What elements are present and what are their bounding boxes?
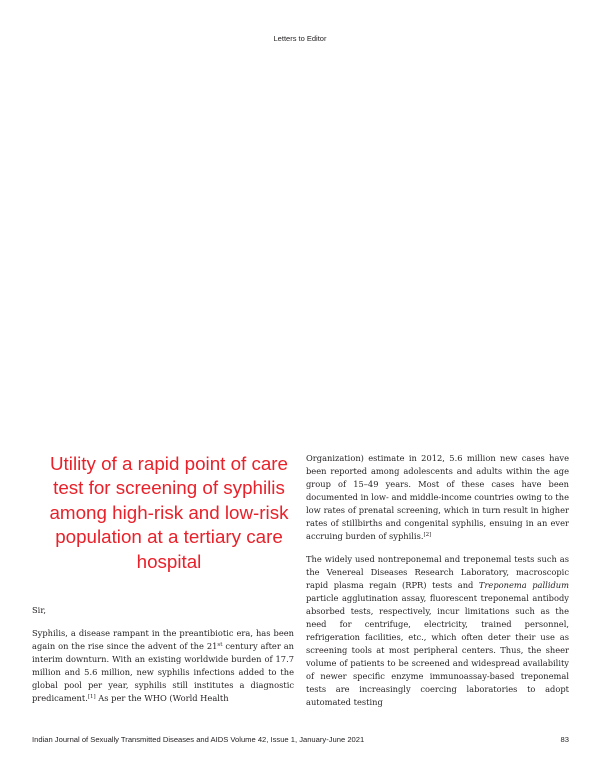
intro-text-continued: century after an interim downturn. With an existing worldwide burden of 17.7 million and 5.6 million, new syphilis infections added to the global pool per year, syphilis still institutes a diagnostic predicament. [32,641,295,703]
article-title: Utility of a rapid point of care test for screening of syphilis among high-risk and low-risk population at a tertiary care hospital [49,453,289,572]
tests-paragraph [306,553,569,709]
running-header: Letters to Editor [273,34,327,43]
intro-text: Syphilis, a disease rampant in the preantibiotic era, has been again on the rise since the advent of the 21 [32,628,294,651]
intro-text-end: As per the WHO (World Health [95,693,229,703]
journal-citation: Indian Journal of Sexually Transmitted Diseases and AIDS Volume 42, Issue 1, January-June 2021 [32,735,365,744]
page-number: 83 [560,735,569,744]
who-estimate-text: Organization) estimate in 2012, 5.6 million new cases have been reported among adolescents and adults within the age group of 15–49 years. Most of these cases have been documented in low- and middle-income countries owing to the low rates of prenatal screening, which in turn result in higher rates of stillbirths and congenital syphilis, ensuing in an ever accruing burden of syphilis. [306,453,569,541]
right-column [306,452,569,719]
intro-paragraph [32,627,294,705]
who-estimate-paragraph [306,452,569,543]
ordinal-superscript: st [217,642,223,648]
salutation: Sir, [32,605,47,615]
reference-2[interactable]: [2] [423,532,432,538]
reference-1[interactable]: [1] [87,694,96,700]
page-footer [32,735,569,744]
organism-name: Treponema pallidum [478,580,569,590]
tests-text: The widely used nontreponemal and treponemal tests such as the Venereal Diseases Research Laboratory, macroscopic rapid plasma regain (RPR) tests and [306,554,569,590]
left-column [32,604,294,715]
tests-text-continued: particle agglutination assay, fluorescent treponemal antibody absorbed tests, respectively, incur limitations such as the need for centrifuge, electricity, trained personnel, refrigeration facilities, etc., which often deter their use as screening tools at most peripheral centers. Thus, the sheer volume of patients to be screened and widespread availability of newer specific enzyme immunoassay-based treponemal tests are increasingly coercing laboratories to adopt automated testing [306,593,569,707]
